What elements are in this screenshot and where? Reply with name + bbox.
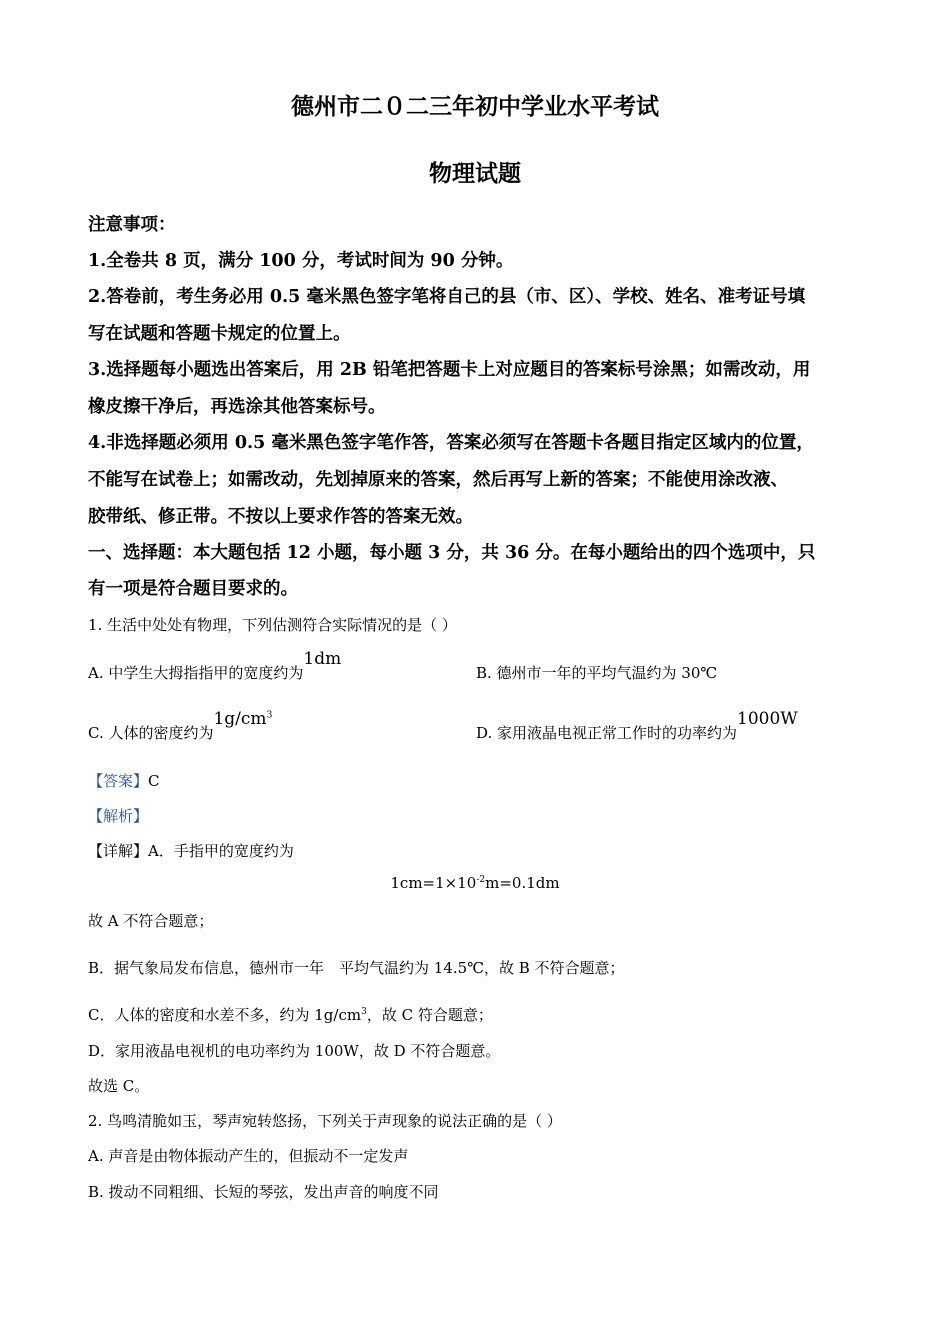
option-a-value: 1dm [303, 649, 342, 669]
analysis-label: 【解析】 [88, 807, 149, 825]
notice-line: 橡皮擦干净后，再选涂其他答案标号。 [88, 397, 386, 417]
detail-a-end: 故 A 不符合题意； [88, 912, 214, 930]
notice-line: 写在试题和答题卡规定的位置上。 [88, 324, 351, 344]
detail-a-text: A．手指甲的宽度约为 [148, 842, 294, 860]
detail-c: C．人体的密度和水差不多，约为 $1g/cm^3$，故 C 符合题意； [88, 1006, 493, 1024]
notice-line: 1.全卷共 8 页，满分 100 分，考试时间为 90 分钟。 [88, 251, 514, 271]
option-a [88, 649, 342, 683]
option-c-value: $1g/cm^3$ [213, 709, 273, 729]
option-a: A. 声音是由物体振动产生的，但振动不一定发声 [88, 1147, 409, 1165]
detail-b: B．据气象局发布信息，德州市一年 平均气温约为 14.5℃，故 B 不符合题意； [88, 959, 625, 977]
notice-line: 不能写在试卷上；如需改动，先划掉原来的答案，然后再写上新的答案；不能使用涂改液、 [88, 470, 788, 490]
detail-a [88, 840, 294, 861]
option-b: B. 拨动不同粗细、长短的琴弦，发出声音的响度不同 [88, 1183, 439, 1201]
answer-label: 【答案】 [88, 772, 149, 790]
notice-line: 胶带纸、修正带。不按以上要求作答的答案无效。 [88, 507, 473, 527]
option-a-text: A. 中学生大拇指指甲的宽度约为 [88, 664, 304, 682]
section-heading: 有一项是符合题目要求的。 [88, 579, 298, 599]
option-c [88, 709, 273, 743]
option-d-text: D. 家用液晶电视正常工作时的功率约为 [476, 724, 738, 742]
question-stem: 1. 生活中处处有物理，下列估测符合实际情况的是（ ） [88, 616, 457, 634]
conclusion: 故选 C。 [88, 1077, 150, 1095]
notice-line: 3.选择题每小题选出答案后，用 2B 铅笔把答题卡上对应题目的答案标号涂黑；如需改动，用 [88, 360, 811, 380]
answer-line [88, 770, 160, 791]
option-b: B. 德州市一年的平均气温约为 30℃ [476, 664, 718, 682]
detail-d: D．家用液晶电视机的电功率约为 100W，故 D 不符合题意。 [88, 1042, 501, 1060]
option-d [476, 709, 798, 743]
notice-heading: 注意事项： [88, 215, 176, 235]
notice-line: 4.非选择题必须用 0.5 毫米黑色签字笔作答，答案必须写在答题卡各题目指定区域内的位置， [88, 433, 814, 453]
option-c-text: C. 人体的密度约为 [88, 724, 214, 742]
question-stem: 2. 鸟鸣清脆如玉，琴声宛转悠扬，下列关于声现象的说法正确的是（ ） [88, 1112, 562, 1130]
exam-title: 德州市二０二三年初中学业水平考试 [291, 93, 659, 120]
formula: $1cm=1\times 10^{-2}m=0.1dm$ [390, 874, 560, 892]
exam-subtitle: 物理试题 [429, 160, 521, 187]
answer-value: C [148, 772, 160, 790]
notice-line: 2.答卷前，考生务必用 0.5 毫米黑色签字笔将自己的县（市、区）、学校、姓名、准考证号填 [88, 287, 806, 307]
option-d-value: 1000W [737, 709, 798, 729]
detail-label: 【详解】 [88, 842, 149, 860]
section-heading: 一、选择题：本大题包括 12 小题，每小题 3 分，共 36 分。在每小题给出的四个选项中，只 [88, 543, 816, 563]
